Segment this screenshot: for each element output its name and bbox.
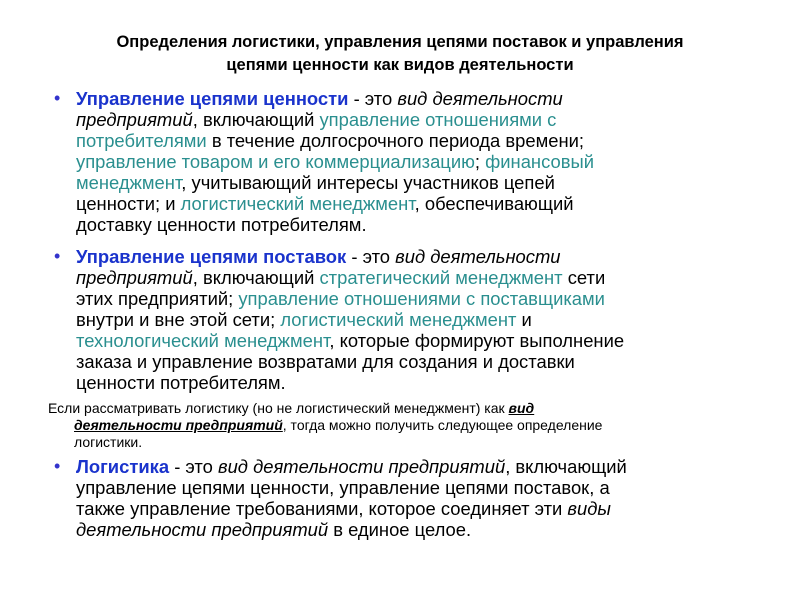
logistics-note [48,400,754,451]
text-line: ценности потребителям. [76,372,286,393]
text-run: , включающий [192,109,320,130]
text-run: этих предприятий; [76,288,239,309]
highlighted-text: управление товаром и его коммерциализацию [76,151,475,172]
highlighted-text: технологический менеджмент [76,330,330,351]
text-run: - это [346,246,396,267]
term: Логистика [76,456,170,477]
text-line: логистики. [74,434,143,450]
italic-text: предприятий [76,267,193,288]
highlighted-text: управление отношениями с [319,109,557,130]
highlighted-text: потребителями [76,130,207,151]
bullet-marker-icon: • [54,246,61,266]
bullet-text [76,246,756,393]
text-run: - это [169,456,218,477]
highlighted-text: менеджмент [76,172,182,193]
highlighted-text: стратегический менеджмент [319,267,563,288]
title-line: Определения логистики, управления цепями поставок и управления [116,33,684,51]
underlined-text: вид [508,400,535,416]
italic-text: предприятий [76,109,193,130]
text-run: , включающий [505,456,627,477]
bullet-text [76,88,756,235]
text-run: - это [348,88,398,109]
text-run: , учитывающий интересы участников цепей [181,172,555,193]
text-run: сети [562,267,606,288]
highlighted-text: управление отношениями с поставщиками [238,288,605,309]
text-run: , тогда можно получить следующее определение [282,417,603,433]
title-line: цепями ценности как видов деятельности [226,56,574,74]
bullet-marker-icon: • [54,88,61,108]
bullet-text [76,456,756,540]
text-run: внутри и вне этой сети; [76,309,281,330]
text-run: , которые формируют выполнение [329,330,625,351]
bullet-marker-icon: • [54,456,61,476]
italic-text: вид деятельности предприятий [217,456,506,477]
text-run: ценности; и [76,193,181,214]
term: Управление цепями поставок [76,246,347,267]
highlighted-text: логистический менеджмент [280,309,517,330]
text-run: , включающий [192,267,320,288]
text-run: и [516,309,532,330]
text-line: заказа и управление возвратами для создания и доставки [76,351,575,372]
slide-title [40,31,760,77]
italic-text: вид деятельности [397,88,563,109]
text-line: доставку ценности потребителям. [76,214,367,235]
italic-text: вид деятельности [395,246,561,267]
text-run: также управление требованиями, которое соединяет эти [76,498,568,519]
text-run: в единое целое. [328,519,472,540]
text-run: в течение долгосрочного периода времени; [206,130,584,151]
highlighted-text: логистический менеджмент [180,193,415,214]
term: Управление цепями ценности [76,88,349,109]
text-run: ; [474,151,486,172]
highlighted-text: финансовый [485,151,594,172]
text-run: Если рассматривать логистику (но не логистический менеджмент) как [48,400,509,416]
text-run: , обеспечивающий [414,193,574,214]
underlined-text: деятельности предприятий [74,417,283,433]
italic-text: деятельности предприятий [76,519,329,540]
italic-text: виды [567,498,611,519]
text-line: управление цепями ценности, управление цепями поставок, а [76,477,610,498]
